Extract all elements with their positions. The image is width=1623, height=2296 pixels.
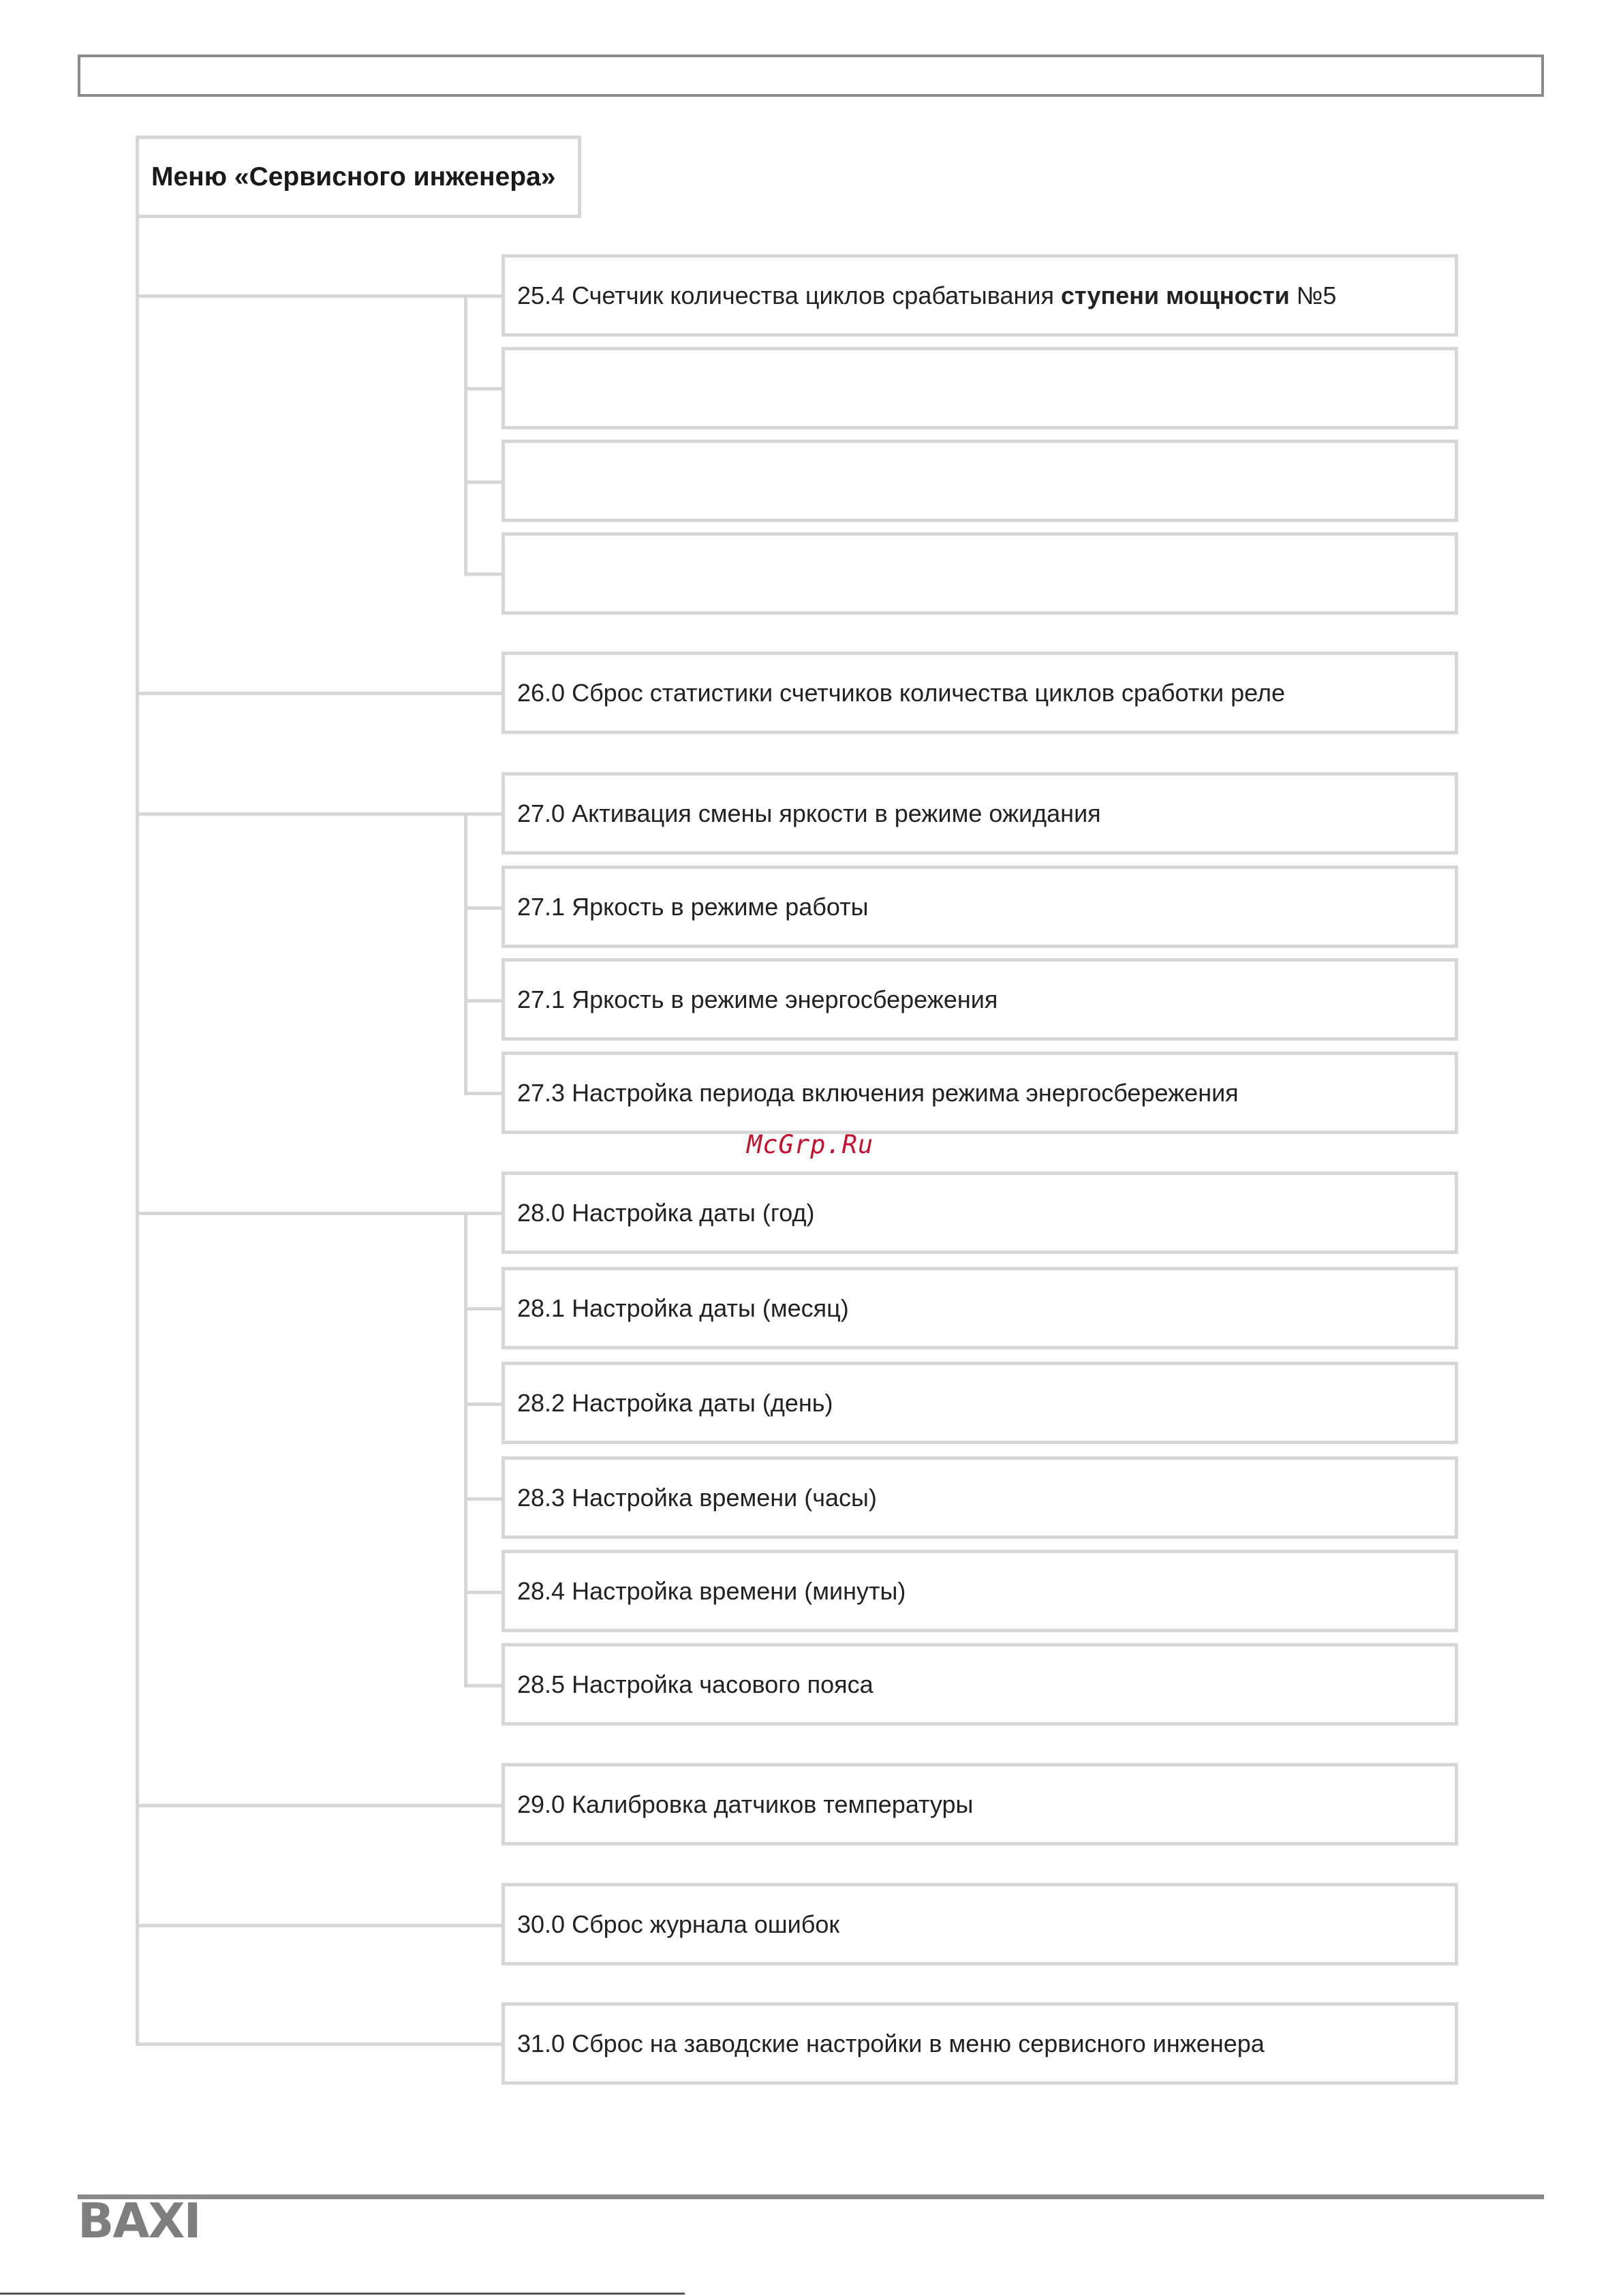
- branch-line-27: [136, 812, 501, 816]
- menu-item-27-0: 27.0 Активация смены яркости в режиме ожидания: [501, 772, 1458, 855]
- sub-trunk-28: [464, 1212, 467, 1687]
- branch-line-31: [136, 2042, 501, 2046]
- sub-branch-25d: [464, 572, 501, 576]
- menu-item-28-1: 28.1 Настройка даты (месяц): [501, 1267, 1458, 1349]
- menu-item-empty-1: [501, 347, 1458, 429]
- sub-branch-28e: [464, 1591, 501, 1594]
- menu-item-30-0: 30.0 Сброс журнала ошибок: [501, 1883, 1458, 1965]
- branch-line-25: [136, 294, 501, 298]
- menu-item-29-0: 29.0 Калибровка датчиков температуры: [501, 1763, 1458, 1846]
- branch-line-26: [136, 692, 501, 695]
- menu-item-28-0: 28.0 Настройка даты (год): [501, 1172, 1458, 1254]
- menu-item-28-5: 28.5 Настройка часового пояса: [501, 1643, 1458, 1726]
- menu-item-empty-3: [501, 532, 1458, 615]
- sub-branch-28f: [464, 1684, 501, 1687]
- sub-branch-25b: [464, 387, 501, 391]
- sub-branch-28b: [464, 1307, 501, 1311]
- sub-branch-27d: [464, 1092, 501, 1095]
- branch-line-29: [136, 1804, 501, 1807]
- menu-item-28-2: 28.2 Настройка даты (день): [501, 1362, 1458, 1444]
- menu-item-27-3: 27.3 Настройка периода включения режима энергосбережения: [501, 1052, 1458, 1134]
- menu-item-25-4-text: 25.4 Счетчик количества циклов срабатывания ступени мощности №5: [517, 281, 1337, 309]
- sub-trunk-27: [464, 812, 467, 1093]
- footer-rule: [78, 2194, 1544, 2199]
- sub-branch-28c: [464, 1403, 501, 1406]
- sub-branch-28d: [464, 1497, 501, 1501]
- bottom-rule: [0, 2293, 685, 2295]
- menu-item-25-4: [501, 254, 1458, 337]
- menu-item-empty-2: [501, 440, 1458, 522]
- menu-item-28-3: 28.3 Настройка времени (часы): [501, 1456, 1458, 1539]
- watermark: McGrp.Ru: [747, 1130, 874, 1159]
- menu-item-31-0: 31.0 Сброс на заводские настройки в меню сервисного инженера: [501, 2002, 1458, 2085]
- sub-branch-27c: [464, 999, 501, 1002]
- sub-branch-25c: [464, 480, 501, 484]
- baxi-logo: BAXI: [78, 2193, 200, 2249]
- menu-root-title: Меню «Сервисного инженера»: [136, 136, 581, 218]
- menu-item-27-1a: 27.1 Яркость в режиме работы: [501, 866, 1458, 948]
- menu-item-26-0: 26.0 Сброс статистики счетчиков количества циклов сработки реле: [501, 652, 1458, 734]
- branch-line-30: [136, 1924, 501, 1927]
- branch-line-28: [136, 1212, 501, 1215]
- header-bar: [78, 55, 1544, 97]
- sub-trunk-25: [464, 294, 467, 574]
- menu-item-27-1b: 27.1 Яркость в режиме энергосбережения: [501, 958, 1458, 1041]
- main-trunk-line: [136, 218, 139, 2045]
- menu-item-28-4: 28.4 Настройка времени (минуты): [501, 1550, 1458, 1632]
- sub-branch-27b: [464, 906, 501, 910]
